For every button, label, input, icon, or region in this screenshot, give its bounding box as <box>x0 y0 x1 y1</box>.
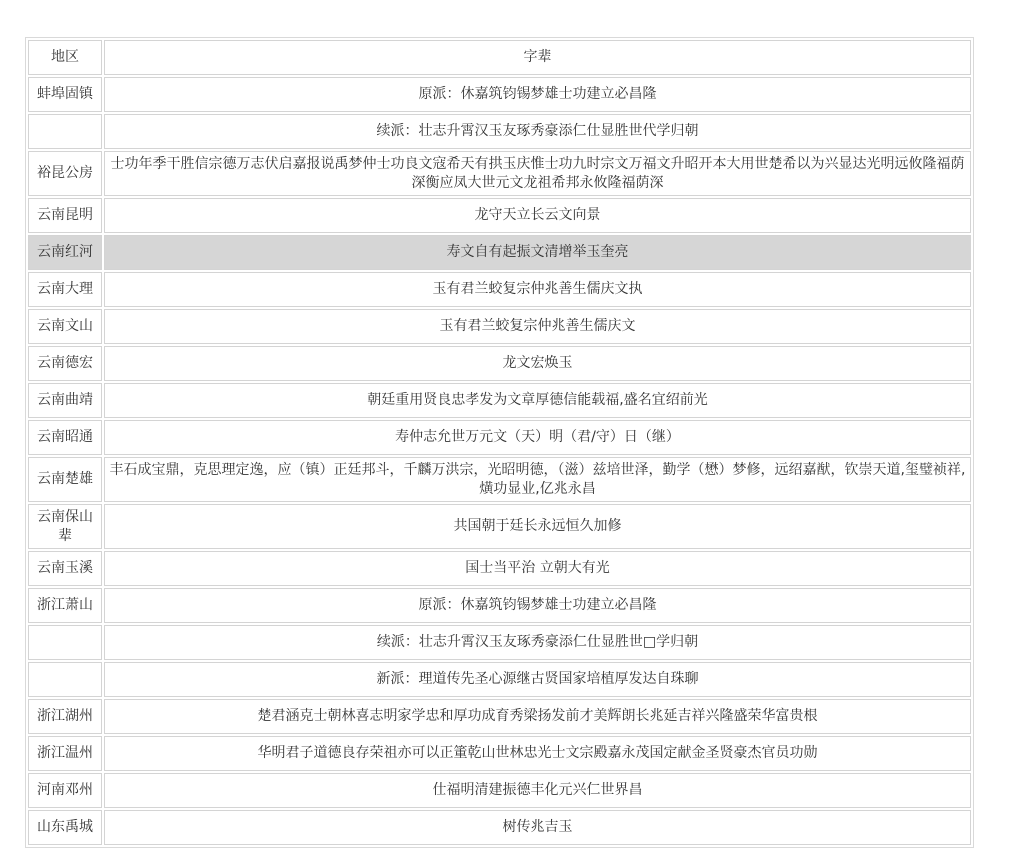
table-row <box>28 588 971 623</box>
table-row <box>28 662 971 697</box>
table-row <box>28 699 971 734</box>
row-names: 玉有君兰蛟复宗仲兆善生儒庆文执 <box>104 272 971 307</box>
row-region: 云南曲靖 <box>28 383 102 418</box>
row-region: 山东禹城 <box>28 810 102 845</box>
table-row-highlighted <box>28 235 971 270</box>
row-region: 浙江温州 <box>28 736 102 771</box>
row-region <box>28 625 102 660</box>
row-region: 云南文山 <box>28 309 102 344</box>
table-row <box>28 551 971 586</box>
row-names: 朝廷重用贤良忠孝发为文章厚德信能载福,盛名宜绍前光 <box>104 383 971 418</box>
row-names: 寿仲志允世万元文（天）明（君/守）日（继） <box>104 420 971 455</box>
row-names: 树传兆吉玉 <box>104 810 971 845</box>
row-names: 续派：壮志升霄汉玉友琢秀豪添仁仕显胜世代学归朝 <box>104 114 971 149</box>
row-region: 浙江湖州 <box>28 699 102 734</box>
row-region: 云南红河 <box>28 235 102 270</box>
row-names: 龙文宏焕玉 <box>104 346 971 381</box>
table-row <box>28 457 971 502</box>
row-names: 寿文自有起振文清增举玉奎亮 <box>104 235 971 270</box>
table-row <box>28 810 971 845</box>
row-names: 丰石成宝鼎，克思理定逸，应（镇）正廷邦斗，千麟万洪宗，光昭明德，（滋）兹培世泽，勤学（懋）梦修，远绍嘉猷，钦崇天道,玺璧祯祥,熿功显业,亿兆永昌 <box>104 457 971 502</box>
table-row <box>28 309 971 344</box>
row-names: 楚君涵克士朝林喜志明家学忠和厚功成育秀梁扬发前才美辉朗长兆延吉祥兴隆盛荣华富贵根 <box>104 699 971 734</box>
row-region: 蚌埠固镇 <box>28 77 102 112</box>
table-row <box>28 198 971 233</box>
row-region: 浙江萧山 <box>28 588 102 623</box>
table-row <box>28 736 971 771</box>
table-header-row <box>28 40 971 75</box>
row-region: 云南德宏 <box>28 346 102 381</box>
table-row <box>28 346 971 381</box>
table-row <box>28 625 971 660</box>
row-names: 原派：休嘉筑钧锡梦雄士功建立必昌隆 <box>104 77 971 112</box>
row-region: 云南大理 <box>28 272 102 307</box>
row-names: 华明君子道德良存荣祖亦可以正箽乾山世林忠光士文宗殿嘉永茂国定献金圣贤豪杰官员功勋 <box>104 736 971 771</box>
row-region: 云南昆明 <box>28 198 102 233</box>
row-names: 原派：休嘉筑钧锡梦雄士功建立必昌隆 <box>104 588 971 623</box>
row-region <box>28 662 102 697</box>
table-row <box>28 114 971 149</box>
header-names: 字辈 <box>104 40 971 75</box>
row-names: 玉有君兰蛟复宗仲兆善生儒庆文 <box>104 309 971 344</box>
row-names: 续派：壮志升霄汉玉友琢秀豪添仁仕显胜世□学归朝 <box>104 625 971 660</box>
table-row <box>28 77 971 112</box>
row-names: 士功年季干胜信宗德万志伏启嘉报说禹梦仲士功良文寇希天有拱玉庆惟士功九时宗文万福文升昭开本大用世楚希以为兴显达光明远攸隆福荫深衡应凤大世元文龙祖希邦永攸隆福荫深 <box>104 151 971 196</box>
row-names: 国士当平治 立朝大有光 <box>104 551 971 586</box>
row-region <box>28 114 102 149</box>
genealogy-table-container <box>25 37 974 848</box>
row-names: 龙守天立长云文向景 <box>104 198 971 233</box>
row-names: 新派：理道传先圣心源继古贤国家培植厚发达自珠聊 <box>104 662 971 697</box>
table-row <box>28 504 971 549</box>
table-row <box>28 420 971 455</box>
genealogy-table <box>25 37 974 848</box>
table-row <box>28 773 971 808</box>
table-row <box>28 151 971 196</box>
row-region: 云南楚雄 <box>28 457 102 502</box>
row-names: 仕福明清建振德丰化元兴仁世界昌 <box>104 773 971 808</box>
row-region: 云南玉溪 <box>28 551 102 586</box>
row-region: 云南昭通 <box>28 420 102 455</box>
table-row <box>28 383 971 418</box>
table-row <box>28 272 971 307</box>
row-region: 裕昆公房 <box>28 151 102 196</box>
header-region: 地区 <box>28 40 102 75</box>
row-region: 河南邓州 <box>28 773 102 808</box>
row-names: 共国朝于廷长永远恒久加修 <box>104 504 971 549</box>
row-region: 云南保山辈 <box>28 504 102 549</box>
